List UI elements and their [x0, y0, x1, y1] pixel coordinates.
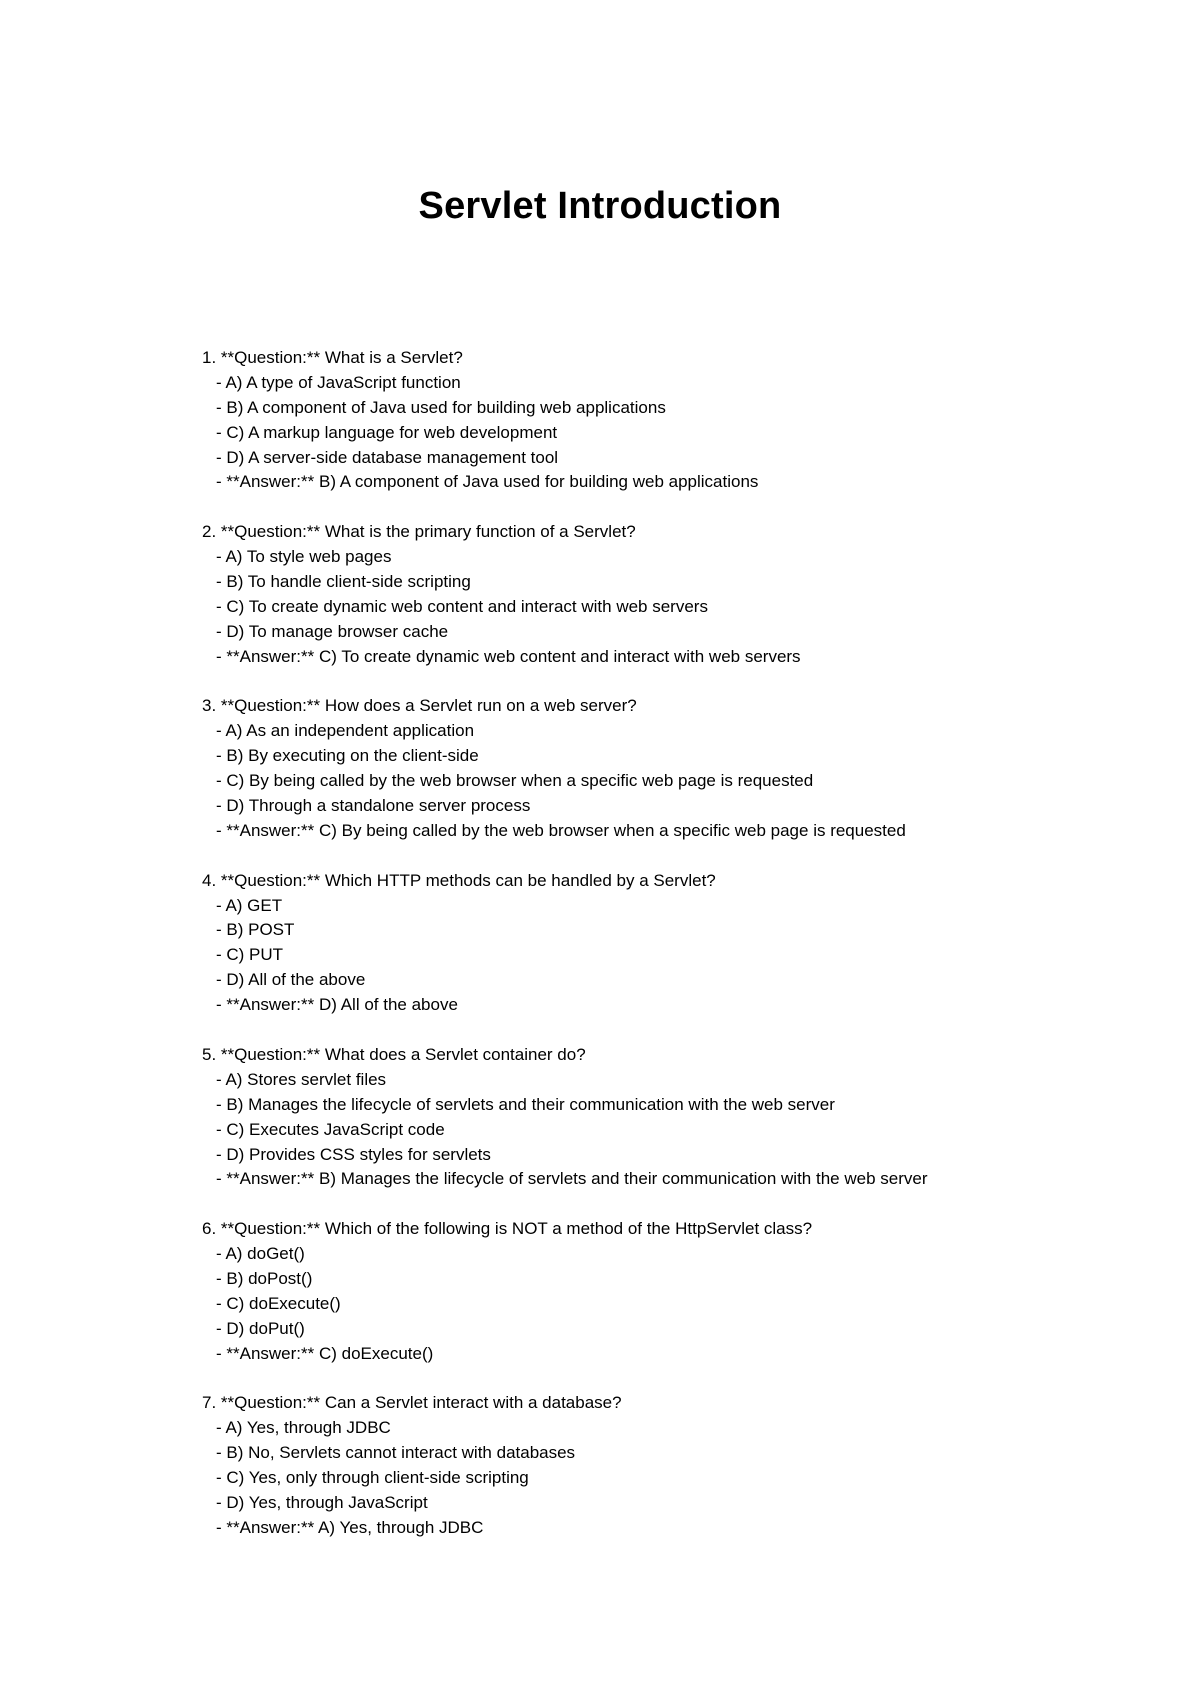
option-c: - C) doExecute() — [216, 1293, 341, 1313]
option-c: - C) To create dynamic web content and interact with web servers — [216, 596, 708, 616]
option-b: - B) No, Servlets cannot interact with databases — [216, 1443, 576, 1463]
question-block-6 — [202, 1217, 1102, 1366]
question-block-2 — [202, 520, 1102, 669]
option-a: - A) A type of JavaScript function — [216, 372, 461, 392]
question-text: 3. **Question:** How does a Servlet run on a web server? — [202, 696, 637, 716]
option-b: - B) Manages the lifecycle of servlets and their communication with the web server — [216, 1094, 835, 1114]
answer-text: - **Answer:** D) All of the above — [216, 995, 458, 1015]
answer-text: - **Answer:** C) By being called by the web browser when a specific web page is requested — [216, 820, 906, 840]
option-d: - D) To manage browser cache — [216, 621, 449, 641]
option-d: - D) Through a standalone server process — [216, 796, 531, 816]
option-d: - D) Provides CSS styles for servlets — [216, 1144, 491, 1164]
question-block-5 — [202, 1043, 1102, 1192]
question-text: 5. **Question:** What does a Servlet container do? — [202, 1044, 586, 1064]
option-a: - A) doGet() — [216, 1244, 305, 1264]
question-text: 7. **Question:** Can a Servlet interact with a database? — [202, 1393, 622, 1413]
answer-text: - **Answer:** A) Yes, through JDBC — [216, 1517, 484, 1537]
answer-text: - **Answer:** C) To create dynamic web content and interact with web servers — [216, 646, 801, 666]
question-block-1 — [202, 346, 1102, 495]
answer-text: - **Answer:** B) Manages the lifecycle of servlets and their communication with the web server — [216, 1169, 928, 1189]
option-d: - D) All of the above — [216, 970, 366, 990]
option-d: - D) doPut() — [216, 1318, 305, 1338]
option-a: - A) GET — [216, 895, 283, 915]
option-b: - B) By executing on the client-side — [216, 746, 479, 766]
question-block-4 — [202, 869, 1102, 1018]
question-text: 4. **Question:** Which HTTP methods can be handled by a Servlet? — [202, 870, 716, 890]
question-list — [202, 346, 1102, 1566]
option-a: - A) As an independent application — [216, 721, 475, 741]
option-a: - A) To style web pages — [216, 547, 392, 567]
answer-text: - **Answer:** C) doExecute() — [216, 1343, 434, 1363]
question-text: 6. **Question:** Which of the following is NOT a method of the HttpServlet class? — [202, 1219, 813, 1239]
option-a: - A) Stores servlet files — [216, 1069, 387, 1089]
question-text: 2. **Question:** What is the primary function of a Servlet? — [202, 522, 636, 542]
option-d: - D) A server-side database management tool — [216, 447, 559, 467]
document-title: Servlet Introduction — [418, 185, 782, 227]
option-b: - B) To handle client-side scripting — [216, 572, 471, 592]
option-c: - C) By being called by the web browser when a specific web page is requested — [216, 771, 814, 791]
question-block-7 — [202, 1391, 1102, 1540]
question-block-3 — [202, 694, 1102, 843]
option-c: - C) Yes, only through client-side scripting — [216, 1468, 529, 1488]
option-b: - B) doPost() — [216, 1268, 313, 1288]
answer-text: - **Answer:** B) A component of Java used for building web applications — [216, 472, 759, 492]
option-b: - B) A component of Java used for building web applications — [216, 397, 666, 417]
option-c: - C) PUT — [216, 945, 284, 965]
option-a: - A) Yes, through JDBC — [216, 1418, 391, 1438]
option-b: - B) POST — [216, 920, 295, 940]
question-text: 1. **Question:** What is a Servlet? — [202, 348, 463, 367]
option-d: - D) Yes, through JavaScript — [216, 1492, 428, 1512]
option-c: - C) Executes JavaScript code — [216, 1119, 445, 1139]
option-c: - C) A markup language for web development — [216, 422, 558, 442]
